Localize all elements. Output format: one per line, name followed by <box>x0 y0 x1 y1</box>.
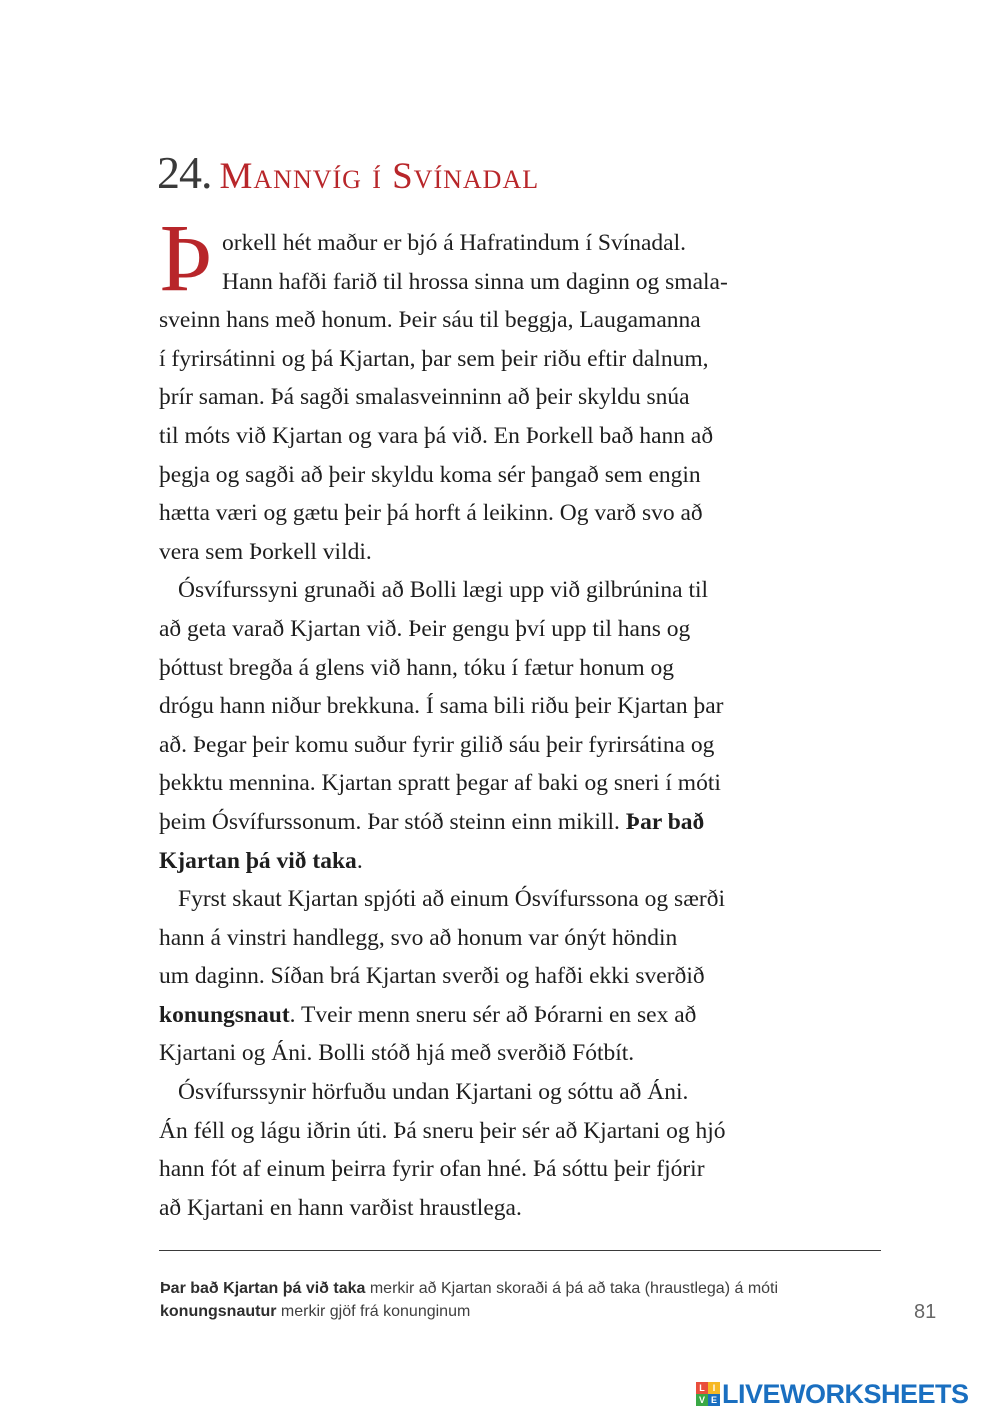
paragraph-line: hann fót af einum þeirra fyrir ofan hné. Þá sóttu þeir fjórir <box>159 1156 705 1183</box>
paragraph-text: þeim Ósvífurssonum. Þar stóð steinn einn mikill. <box>159 808 626 835</box>
paragraph-line: að Kjartani en hann varðist hraustlega. <box>159 1194 522 1221</box>
bold-term: Þar bað <box>625 808 705 835</box>
paragraph-line: Ósvífurssyni grunaði að Bolli lægi upp við gilbrúnina til <box>178 577 709 604</box>
liveworksheets-watermark <box>696 1378 969 1410</box>
paragraph-line: um daginn. Síðan brá Kjartan sverði og hafði ekki sverðið <box>159 963 705 990</box>
paragraph-text: . <box>356 847 363 874</box>
paragraph-line: þekktu mennina. Kjartan spratt þegar af baki og sneri í móti <box>159 770 721 797</box>
paragraph-line <box>159 803 849 842</box>
paragraph-line: hann á vinstri handlegg, svo að honum var ónýt höndin <box>159 924 678 951</box>
paragraph-line: Kjartani og Áni. Bolli stóð hjá með sverðið Fótbít. <box>159 1040 635 1067</box>
drop-cap: Þ <box>159 204 213 311</box>
paragraph-line: þrír saman. Þá sagði smalasveinninn að þeir skyldu snúa <box>159 384 690 411</box>
chapter-number: 24. <box>157 147 212 198</box>
paragraph-line: að. Þegar þeir komu suður fyrir gilið sáu þeir fyrirsátina og <box>159 731 715 758</box>
footnotes <box>160 1277 778 1323</box>
paragraph-line: til móts við Kjartan og vara þá við. En Þorkell bað hann að <box>159 422 714 449</box>
chapter-body <box>159 204 849 1227</box>
paragraph-line: orkell hét maður er bjó á Hafratindum í Svínadal. <box>222 230 686 256</box>
paragraph-text: . Tveir menn sneru sér að Þórarni en sex að <box>289 1001 697 1028</box>
paragraph-line: þóttust bregða á glens við hann, tóku í fætur honum og <box>159 654 674 681</box>
footnote-definition: merkir að Kjartan skoraði á þá að taka (hraustlega) á móti <box>365 1280 779 1297</box>
paragraph-line <box>159 996 849 1035</box>
paragraph-line: vera sem Þorkell vildi. <box>159 538 372 565</box>
footnote <box>160 1277 778 1300</box>
watermark-text: LIVEWORKSHEETS <box>722 1378 969 1409</box>
logo-cell: V <box>696 1394 708 1406</box>
footnote <box>160 1300 778 1323</box>
paragraph-line: Ósvífurssynir hörfuðu undan Kjartani og sóttu að Áni. <box>178 1079 689 1106</box>
paragraph-line: í fyrirsátinni og þá Kjartan, þar sem þeir riðu eftir dalnum, <box>159 345 709 372</box>
bold-term: Kjartan þá við taka <box>159 847 357 874</box>
liveworksheets-logo-icon <box>696 1382 720 1406</box>
chapter-title: Mannvíg í Svínadal <box>219 156 540 197</box>
footnote-divider <box>159 1250 881 1251</box>
logo-cell: L <box>696 1382 708 1394</box>
page-number: 81 <box>914 1301 937 1323</box>
footnote-term: konungsnautur <box>160 1303 277 1320</box>
paragraph-line: Hann hafði farið til hrossa sinna um daginn og smala- <box>222 268 728 295</box>
footnote-term: Þar bað Kjartan þá við taka <box>160 1280 366 1297</box>
paragraph-line <box>159 842 849 881</box>
paragraph-line: Fyrst skaut Kjartan spjóti að einum Ósvífurssona og særði <box>178 886 725 913</box>
chapter-heading <box>157 146 539 199</box>
paragraph-line: drógu hann niður brekkuna. Í sama bili riðu þeir Kjartan þar <box>159 693 724 720</box>
paragraph-line: Án féll og lágu iðrin úti. Þá sneru þeir sér að Kjartani og hjó <box>159 1117 726 1144</box>
paragraph-line: sveinn hans með honum. Þeir sáu til beggja, Laugamanna <box>159 307 701 334</box>
paragraph-line: þegja og sagði að þeir skyldu koma sér þangað sem engin <box>159 461 701 488</box>
logo-cell: I <box>708 1382 720 1394</box>
logo-cell: E <box>708 1394 720 1406</box>
paragraph-line: að geta varað Kjartan við. Þeir gengu því upp til hans og <box>159 615 691 642</box>
bold-term: konungsnaut <box>159 1001 290 1028</box>
footnote-definition: merkir gjöf frá konunginum <box>276 1303 471 1320</box>
paragraph-line: hætta væri og gætu þeir þá horft á leikinn. Og varð svo að <box>159 500 703 527</box>
